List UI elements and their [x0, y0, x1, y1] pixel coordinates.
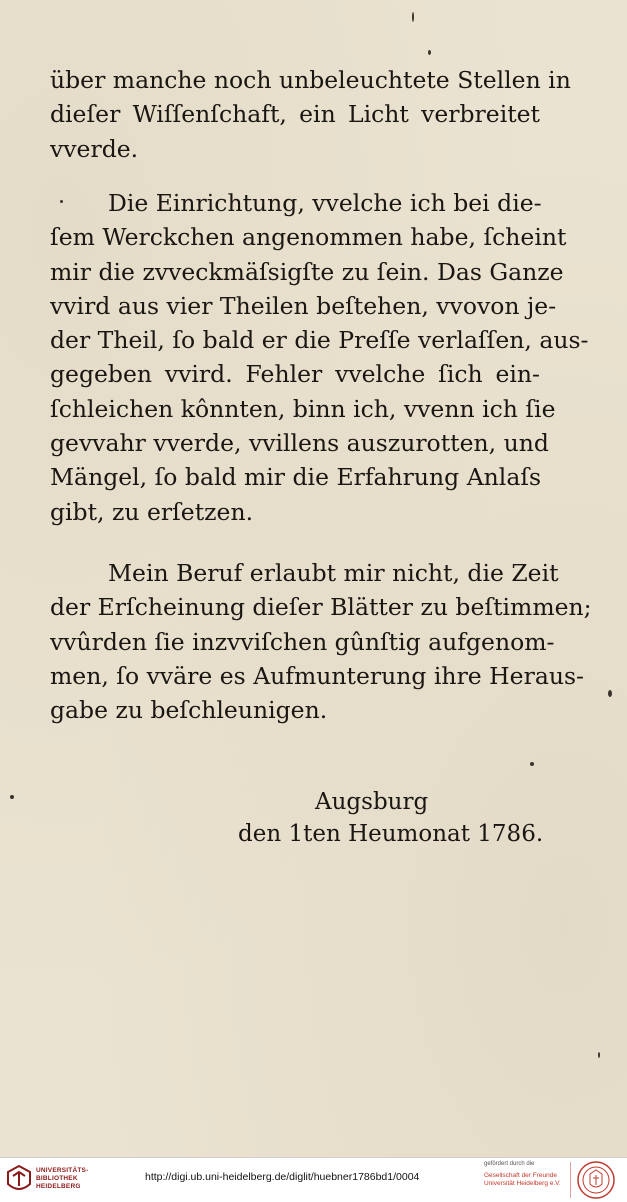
text-line: ſchleichen kônnten, binn ich, vvenn ich ſie — [50, 394, 556, 423]
text-line: Mein Beruf erlaubt mir nicht, die Zeit — [108, 559, 559, 587]
text-line: mir die zvveckmäſsigſte zu ſein. Das Ganze — [50, 257, 564, 286]
funded-by-label: gefördert durch die — [484, 1161, 535, 1167]
permalink-url[interactable]: http://digi.ub.uni-heidelberg.de/diglit/huebner1786bd1/0004 — [145, 1171, 420, 1183]
library-name — [36, 1167, 88, 1191]
ink-speck — [10, 795, 14, 799]
university-logo-icon[interactable] — [6, 1164, 32, 1194]
footer-divider — [570, 1162, 571, 1198]
society-name-line: Gesellschaft der Freunde — [484, 1172, 557, 1179]
closing-date: den 1ten Heumonat 1786. — [238, 821, 544, 847]
text-line: gibt, zu erſetzen. — [50, 497, 254, 526]
text-line: über manche noch unbeleuchtete Stellen in — [50, 66, 571, 94]
text-line: Die Einrichtung, vvelche ich bei die- — [108, 189, 542, 217]
paragraph-profession — [50, 556, 592, 727]
text-line: vvûrden ſie inzvviſchen gûnſtig aufgenom- — [50, 627, 555, 656]
viewer-footer — [0, 1157, 627, 1202]
closing-place: Augsburg — [315, 789, 429, 815]
text-line: vvird aus vier Theilen beſtehen, vvovon je- — [50, 291, 557, 320]
text-line: vverde. — [50, 134, 139, 163]
library-name-line: UNIVERSITÄTS- — [36, 1167, 89, 1174]
text-line: der Erſcheinung dieſer Blätter zu beſtimmen; — [50, 593, 592, 622]
society-name-line: Universität Heidelberg e.V. — [484, 1180, 561, 1187]
paragraph-continuation — [50, 63, 571, 166]
ink-speck — [598, 1052, 600, 1058]
ink-speck — [428, 50, 431, 55]
text-line: Mängel, ſo bald mir die Erfahrung Anlaſs — [50, 463, 542, 492]
text-line: gegeben vvird. Fehler vvelche ſich ein- — [50, 360, 540, 389]
ink-speck — [608, 690, 612, 697]
society-name[interactable] — [484, 1172, 561, 1188]
text-line: gevvahr vverde, vvillens auszurotten, und — [50, 429, 549, 458]
text-line: ſem Werckchen angenommen habe, ſcheint — [50, 223, 567, 252]
text-line: dieſer Wiſſenſchaft, ein Licht verbreitet — [50, 100, 540, 129]
university-seal-icon — [576, 1160, 616, 1200]
library-name-line: BIBLIOTHEK — [36, 1175, 78, 1182]
text-line: gabe zu beſchleunigen. — [50, 696, 328, 725]
ink-speck — [530, 762, 534, 766]
ink-speck — [412, 12, 414, 22]
paragraph-arrangement — [50, 186, 589, 529]
text-line: der Theil, ſo bald er die Preſſe verlaſſen, aus- — [50, 326, 589, 355]
text-line: men, ſo vväre es Aufmunterung ihre Heraus- — [50, 661, 584, 690]
library-name-line: HEIDELBERG — [36, 1183, 81, 1190]
